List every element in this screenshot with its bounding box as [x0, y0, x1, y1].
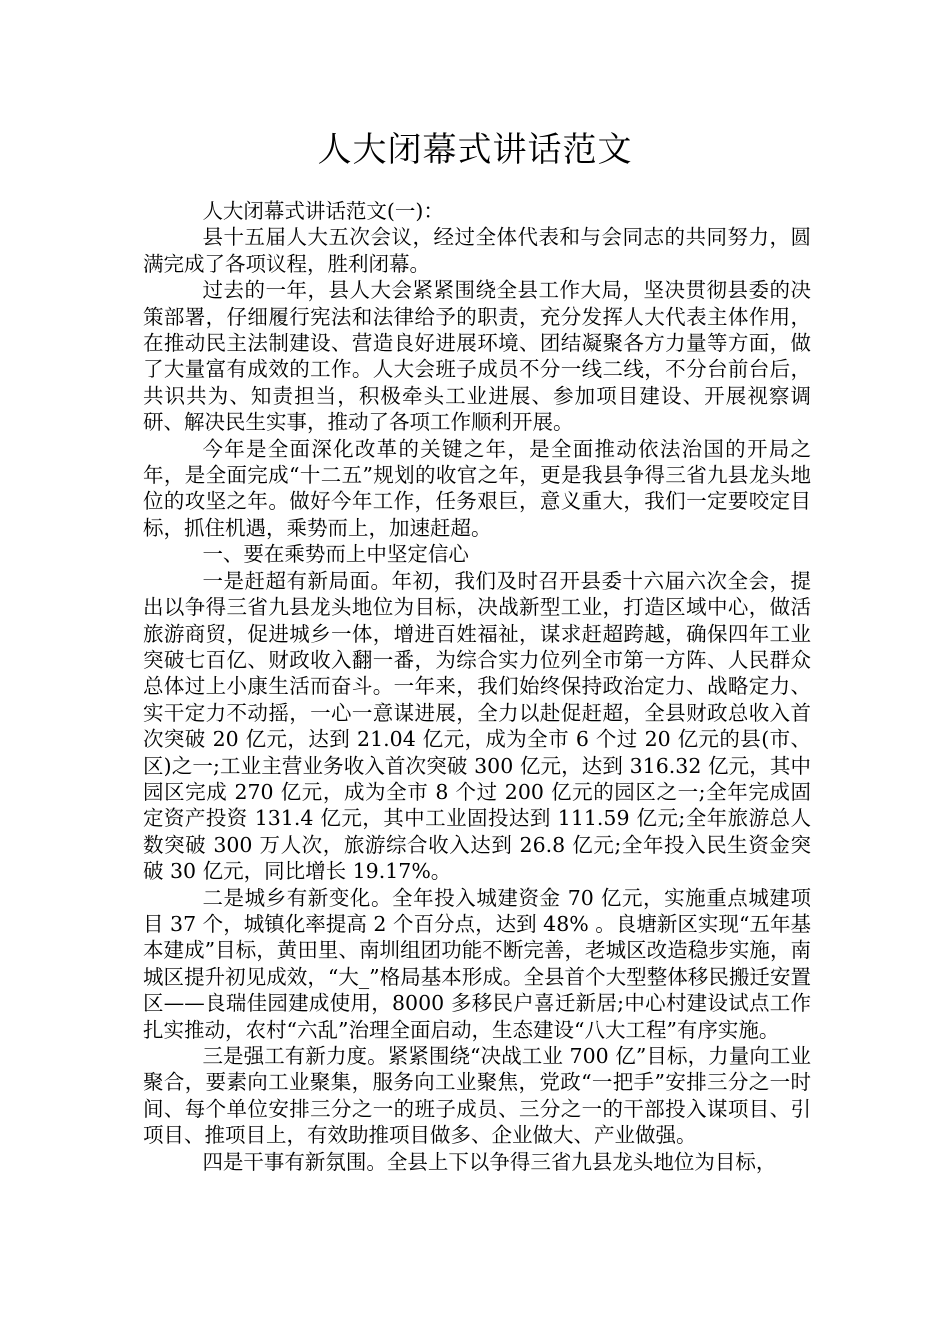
paragraph: 二是城乡有新变化。全年投入城建资金 70 亿元，实施重点城建项目 37 个，城镇化率提高 2 个百分点，达到 48% 。良塘新区实现“五年基本建成”目标，黄田里、南圳组团功能不断完善，老城区改造稳步实施，南城区提升初见成效，“大_”格局基本形成。全县首个大型整体移民搬迁安置区——良瑞佳园建成使用，8000 多移民户喜迁新居;中心村建设试点工作扎实推动，农村“六乱”治理全面启动，生态建设“八大工程”有序实施。 — [143, 885, 811, 1042]
paragraph: 过去的一年，县人大会紧紧围绕全县工作大局，坚决贯彻县委的决策部署，仔细履行宪法和法律给予的职责，充分发挥人大代表主体作用，在推动民主法制建设、营造良好进展环境、团结凝聚各方力量等方面，做了大量富有成效的工作。人大会班子成员不分一线二线，不分台前台后，共识共为、知责担当，积极牵头工业进展、参加项目建设、开展视察调研、解决民生实事，推动了各项工作顺利开展。 — [143, 278, 811, 435]
paragraph: 一是赶超有新局面。年初，我们及时召开县委十六届六次全会，提出以争得三省九县龙头地位为目标，决战新型工业，打造区域中心，做活旅游商贸，促进城乡一体，增进百姓福祉，谋求赶超跨越，确保四年工业突破七百亿、财政收入翻一番，为综合实力位列全市第一方阵、人民群众总体过上小康生活而奋斗。一年来，我们始终保持政治定力、战略定力、实干定力不动摇，一心一意谋进展，全力以赴促赶超，全县财政总收入首次突破 20 亿元，达到 21.04 亿元，成为全市 6 个过 20 亿元的县(市、区)之一;工业主营业务收入首次突破 300 亿元，达到 316.32 亿元，其中园区完成 270 亿元，成为全市 8 个过 200 亿元的园区之一;全年完成固定资产投资 131.4 亿元，其中工业固投达到 111.59 亿元;全年旅游总人数突破 300 万人次，旅游综合收入达到 26.8 亿元;全年投入民生资金突破 30 亿元，同比增长 19.17%。 — [143, 568, 811, 884]
paragraph: 今年是全面深化改革的关键之年，是全面推动依法治国的开局之年，是全面完成“十二五”规划的收官之年，更是我县争得三省九县龙头地位的攻坚之年。做好今年工作，任务艰巨，意义重大，我们一定要咬定目标，抓住机遇，乘势而上，加速赶超。 — [143, 436, 811, 540]
document-title: 人大闭幕式讲话范文 — [317, 130, 633, 170]
paragraph: 四是干事有新氛围。全县上下以争得三省九县龙头地位为目标， — [202, 1149, 777, 1174]
document-body — [143, 198, 811, 1175]
section-heading: 一、要在乘势而上中坚定信心 — [202, 542, 469, 567]
paragraph: 县十五届人大五次会议，经过全体代表和与会同志的共同努力，圆满完成了各项议程，胜利闭幕。 — [143, 225, 811, 276]
paragraph: 三是强工有新力度。紧紧围绕“决战工业 700 亿”目标，力量向工业聚合，要素向工业聚集，服务向工业聚焦，党政“一把手”安排三分之一时间、每个单位安排三分之一的班子成员、三分之一的干部投入谋项目、引项目、推项目上，有效助推项目做多、企业做大、产业做强。 — [143, 1044, 811, 1148]
paragraph-heading-1: 人大闭幕式讲话范文(一)： — [202, 199, 444, 223]
